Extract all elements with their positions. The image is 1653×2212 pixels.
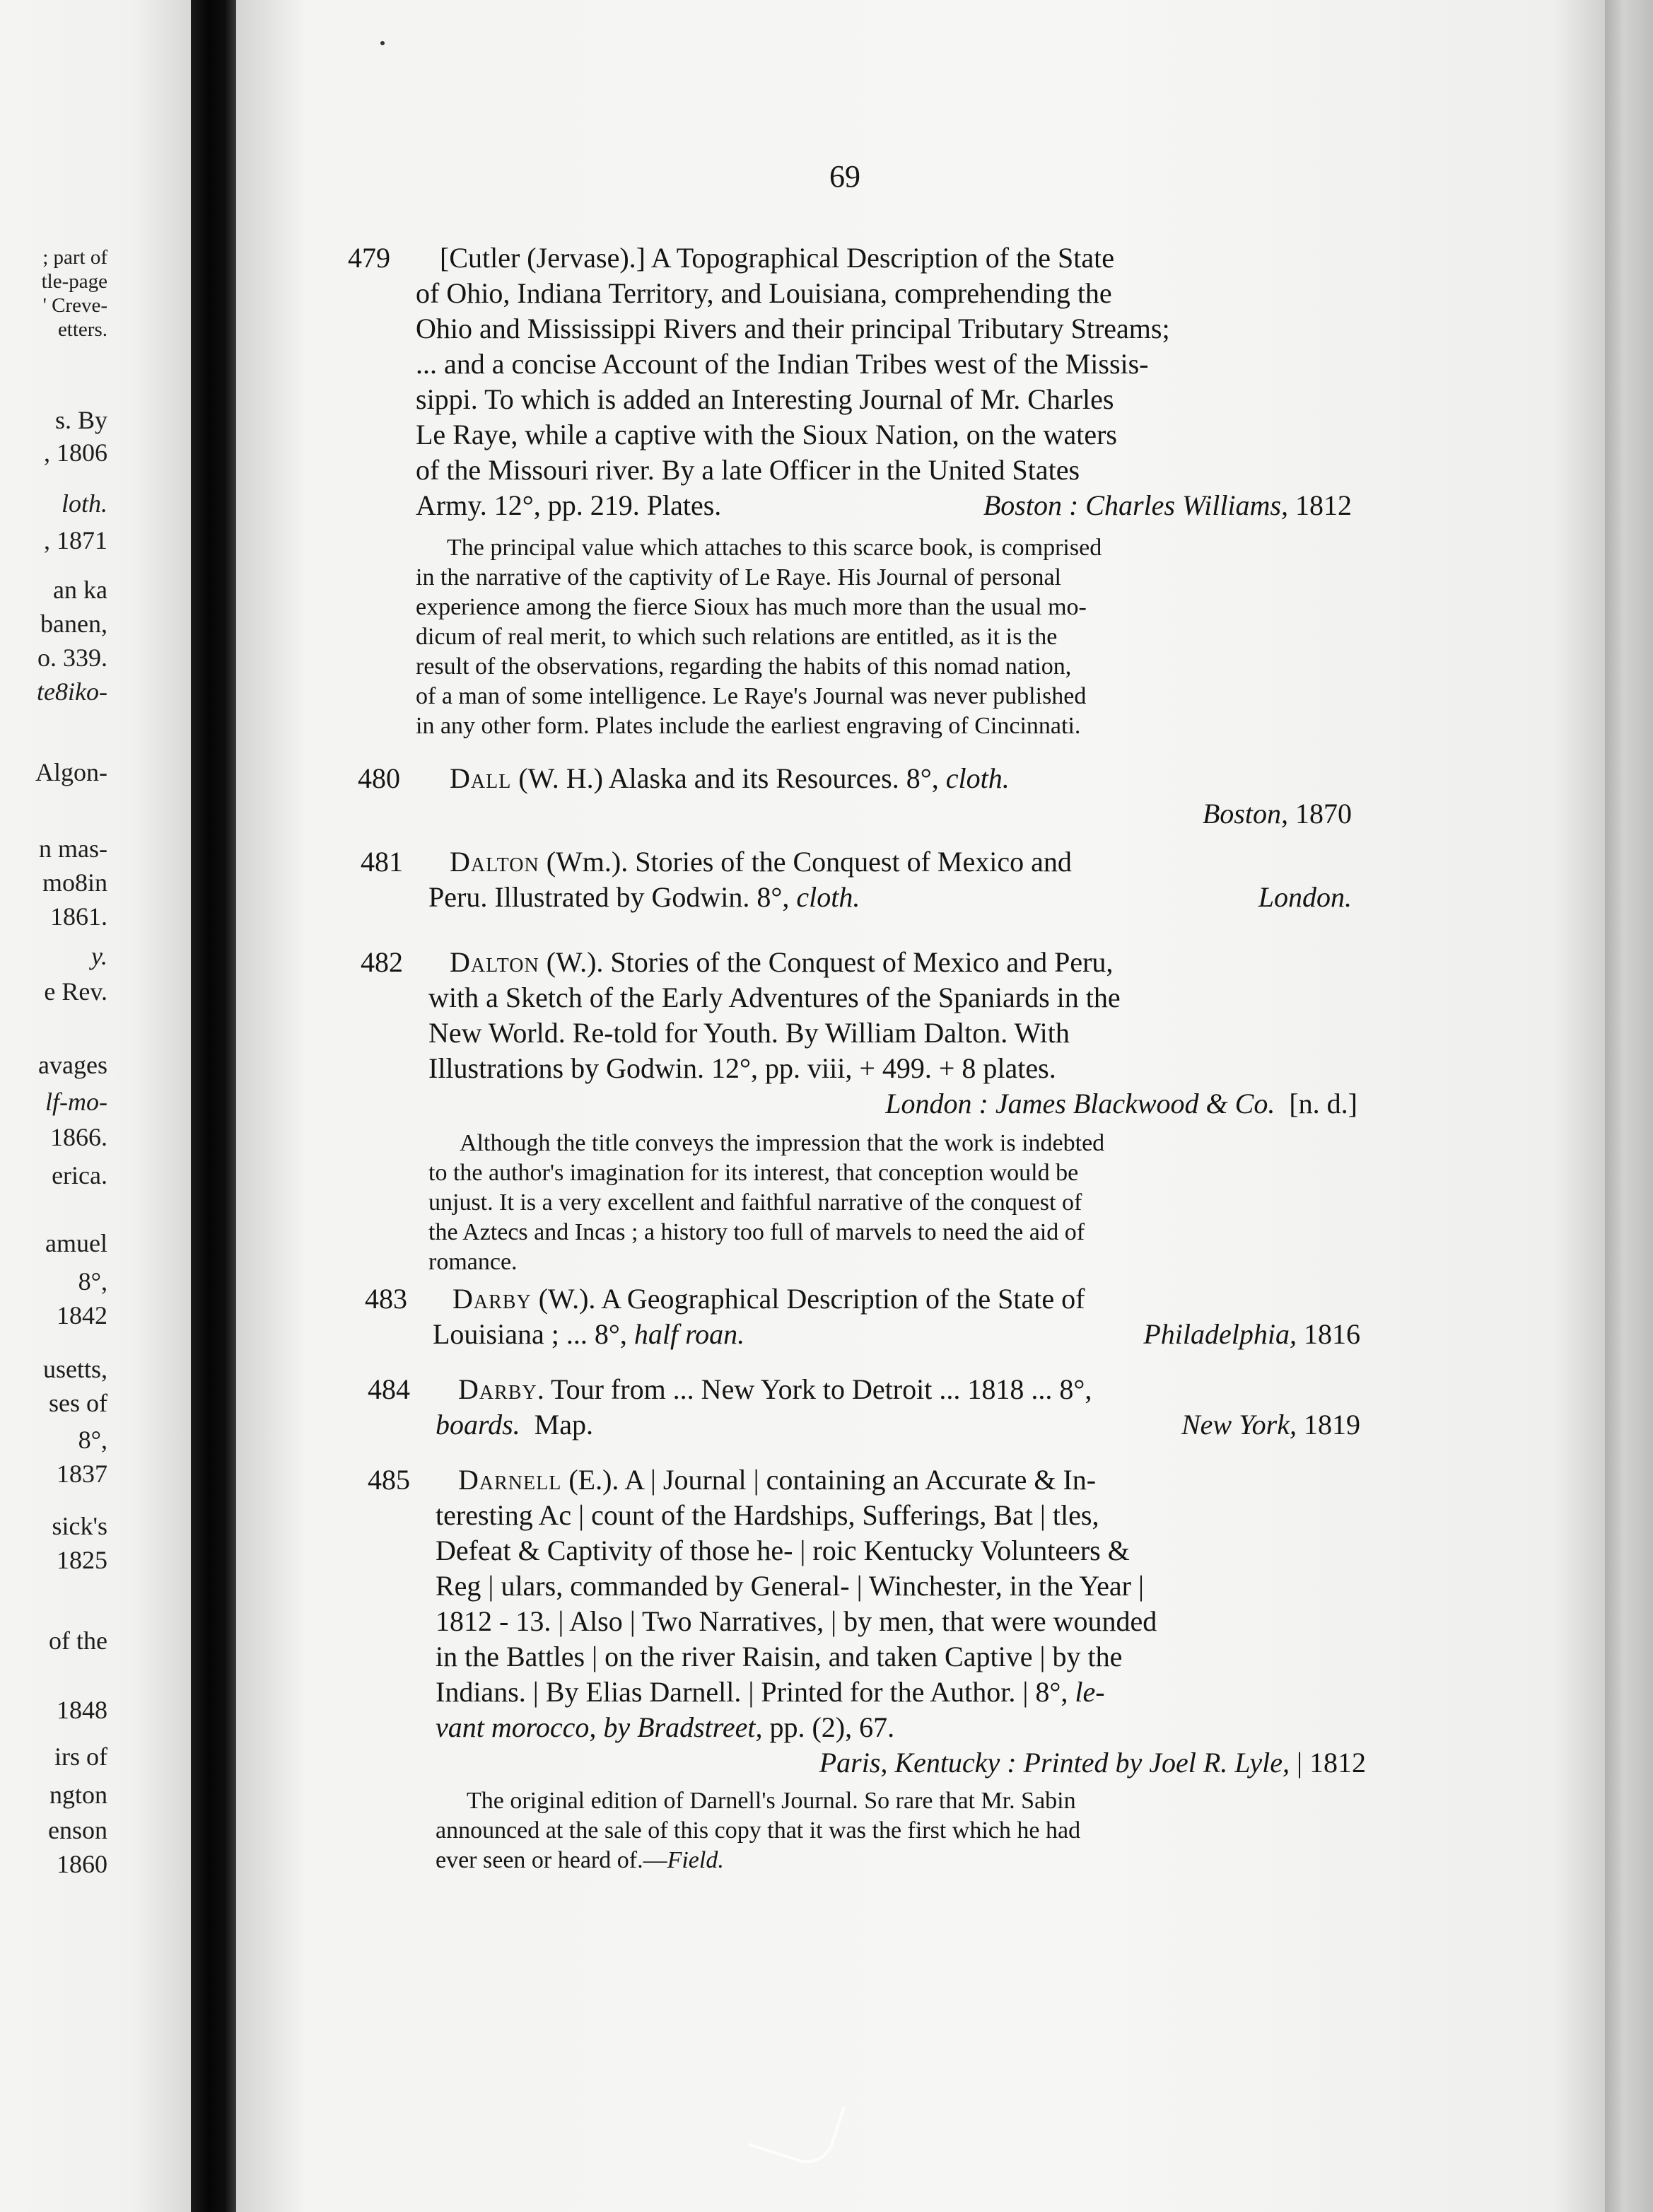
left-page-line: ses of [49,1389,107,1417]
left-page-line: tle-page [41,270,107,293]
catalog-entry-479 [348,240,1352,741]
left-page-line: , 1871 [44,526,107,554]
entry-title: (W. H.) Alaska and its Resources. 8°, [511,762,939,794]
left-page-line: irs of [54,1742,107,1771]
left-page-line: 1825 [57,1546,107,1574]
entry-line [361,1086,1357,1122]
entry-year: 1870 [1295,798,1352,830]
entry-title-line: ... and a concise Account of the Indian Tribes west of the Missis- [416,348,1149,380]
entry-note-line [348,682,1352,711]
left-page-line: enson [48,1816,107,1844]
left-page-line: ; part of [42,246,107,269]
entry-title-cont: Louisiana ; ... 8°, [433,1318,627,1350]
entry-title-line: teresting Ac | count of the Hardships, Sufferings, Bat | tles, [436,1499,1099,1531]
entry-title-cont: Peru. Illustrated by Godwin. 8°, [428,881,790,913]
entry-year: | 1812 [1296,1747,1366,1779]
entry-title: (E.). A | Journal | containing an Accurate & In- [561,1464,1097,1496]
entry-line [365,1317,1360,1352]
entry-place: Boston, [1202,798,1288,830]
entry-note-line [348,533,1352,563]
entry-note-line [361,1247,1357,1277]
left-page-line: 1837 [57,1460,107,1488]
entry-number: 482 [361,946,403,978]
entry-title-cont: Map. [534,1409,593,1440]
entry-title-line: in the Battles | on the river Raisin, and taken Captive | by the [436,1641,1123,1672]
note-text: in any other form. Plates include the earliest engraving of Cincinnati. [416,713,1081,739]
entry-note-line [368,1816,1366,1846]
left-page-line: 8°, [78,1426,107,1454]
entry-number: 480 [358,762,400,794]
note-text: to the author's imagination for its interest, that conception would be [428,1160,1079,1186]
entry-note-line [348,593,1352,622]
note-text: result of the observations, regarding the habits of this nomad nation, [416,653,1072,680]
entry-line [361,980,1357,1015]
entry-title-line: [Cutler (Jervase).] A Topographical Description of the State [440,242,1114,274]
entry-author: Dalton [450,846,539,878]
left-page-line: of the [49,1626,107,1655]
catalog-entry-481 [361,844,1352,915]
left-page-line: banen, [40,610,107,638]
entry-note-line [348,711,1352,741]
entry-line [368,1372,1360,1407]
entry-line [348,311,1352,347]
note-source: Field. [667,1847,724,1873]
page-number: 69 [829,159,860,194]
left-page-line: 1842 [57,1301,107,1329]
left-page-line: sick's [52,1512,107,1540]
entry-line [348,382,1352,417]
entry-title: (W.). Stories of the Conquest of Mexico and Peru, [539,946,1114,978]
entry-binding: boards. [436,1409,520,1440]
left-page-line: 1860 [57,1850,107,1878]
left-page-line: n mas- [39,834,107,863]
note-text: The principal value which attaches to this scarce book, is comprised [447,535,1102,561]
note-text: of a man of some intelligence. Le Raye's Journal was never published [416,683,1087,709]
entry-line [361,1015,1357,1051]
entry-year: 1812 [1295,489,1352,521]
note-text: Although the title conveys the impression that the work is indebted [460,1130,1105,1156]
entry-imprint: London : James Blackwood & Co. [885,1088,1275,1119]
entry-note-line [368,1846,1366,1875]
entry-imprint: Paris, Kentucky : Printed by Joel R. Lyle, [819,1747,1290,1779]
entry-line [368,1498,1366,1533]
entry-title-line: sippi. To which is added an Interesting Journal of Mr. Charles [416,383,1114,415]
entry-title-line: 1812 - 13. | Also | Two Narratives, | by men, that were wounded [436,1605,1157,1637]
left-page-line: etters. [57,318,107,341]
entry-line [348,347,1352,382]
left-page-line: 1848 [57,1696,107,1724]
scan-speck [380,41,385,45]
entry-author: Dalton [450,946,539,978]
note-text: the Aztecs and Incas ; a history too full of marvels to need the aid of [428,1219,1085,1245]
entry-number: 485 [368,1464,410,1496]
entry-title-line: with a Sketch of the Early Adventures of the Spaniards in the [428,982,1121,1013]
entry-title-line: Defeat & Captivity of those he- | roic Kentucky Volunteers & [436,1535,1130,1566]
entry-line [358,796,1352,832]
entry-note-line [368,1786,1366,1816]
catalog-entry-485 [368,1462,1366,1875]
entry-line [368,1675,1366,1710]
left-page-line: ngton [49,1781,107,1809]
entry-line [368,1462,1366,1498]
catalog-entry-483 [365,1281,1360,1352]
entry-author: Darby [452,1283,532,1315]
entry-author: Darby [458,1373,537,1405]
left-page-line: s. By [54,406,107,434]
entry-line [365,1281,1360,1317]
note-text: romance. [428,1249,518,1275]
left-page-line: loth. [61,489,107,518]
entry-title-line: of the Missouri river. By a late Officer in the United States [416,454,1080,486]
entry-place: London. [1258,881,1352,913]
note-text: experience among the fierce Sioux has much more than the usual mo- [416,594,1087,620]
entry-binding: cloth. [945,762,1010,794]
catalog-entry-484 [368,1372,1360,1443]
entry-note-line [361,1188,1357,1218]
entry-line [361,844,1352,880]
note-text: dicum of real merit, to which such relations are entitled, as it is the [416,624,1058,650]
entry-title: (W.). A Geographical Description of the State of [531,1283,1085,1315]
entry-line [348,276,1352,311]
entry-author: Dall [450,762,512,794]
entry-line [358,761,1352,796]
left-page-line: mo8in [42,868,107,897]
entry-title-line: Reg | ulars, commanded by General- | Winchester, in the Year | [436,1570,1145,1602]
entry-author: Darnell [458,1464,562,1496]
entry-binding: cloth. [796,881,860,913]
entry-line [368,1639,1366,1675]
entry-collation: pp. (2), 67. [769,1711,895,1743]
entry-line [361,945,1357,980]
page-edge [1605,0,1653,2212]
left-page-line: te8iko- [37,677,107,706]
left-page-line: amuel [45,1229,107,1257]
entry-place: New York, [1181,1409,1297,1440]
entry-line [368,1745,1366,1781]
left-facing-page [0,0,191,2212]
entry-line [348,453,1352,488]
entry-line [368,1568,1366,1604]
note-text: in the narrative of the captivity of Le Raye. His Journal of personal [416,564,1061,590]
entry-line [348,488,1352,523]
note-text: ever seen or heard of.— [436,1847,667,1873]
entry-binding: half roan. [633,1318,745,1350]
note-text: The original edition of Darnell's Journal. So rare that Mr. Sabin [467,1788,1076,1814]
left-page-line: , 1806 [44,438,107,467]
entry-note-line [361,1129,1357,1158]
entry-line [361,880,1352,915]
entry-number: 479 [348,242,390,274]
left-page-line: ' Creve- [42,294,107,317]
entry-title-line: New World. Re-told for Youth. By William Dalton. With [428,1017,1070,1049]
note-text: announced at the sale of this copy that it was the first which he had [436,1817,1081,1844]
catalog-entry-482 [361,945,1357,1277]
left-page-line: 1866. [50,1123,107,1151]
entry-number: 483 [365,1283,407,1315]
entry-year: 1819 [1304,1409,1360,1440]
left-page-line: lf-mo- [45,1088,107,1116]
entry-binding: vant morocco, by Bradstreet, [436,1711,763,1743]
book-gutter [191,0,236,2212]
entry-note-line [361,1158,1357,1188]
entry-line [368,1604,1366,1639]
entry-year: 1816 [1304,1318,1360,1350]
left-page-line: o. 339. [37,644,107,672]
left-page-line: an ka [53,576,107,604]
entry-note-line [348,652,1352,682]
left-page-line: avages [38,1051,107,1079]
entry-title: (Wm.). Stories of the Conquest of Mexico and [539,846,1072,878]
catalog-entry-480 [358,761,1352,832]
entry-date: [n. d.] [1289,1088,1357,1119]
entry-imprint: Boston : Charles Williams, [983,489,1288,521]
entry-number: 484 [368,1373,410,1405]
entry-line [361,1051,1357,1086]
left-page-line: y. [91,942,107,970]
entry-note-line [348,563,1352,593]
entry-line [368,1533,1366,1568]
entry-line [368,1407,1360,1443]
entry-title-line: Indians. | By Elias Darnell. | Printed for the Author. | 8°, [436,1676,1068,1708]
entry-collation: Army. 12°, pp. 219. Plates. [416,489,722,521]
entry-title-line: Le Raye, while a captive with the Sioux Nation, on the waters [416,419,1117,450]
entry-line [348,417,1352,453]
entry-line [348,240,1352,276]
left-page-line: usetts, [42,1355,107,1383]
left-page-line: erica. [52,1161,107,1189]
entry-title: . Tour from ... New York to Detroit ... 1818 ... 8°, [537,1373,1092,1405]
left-page-line: Algon- [35,758,107,786]
entry-binding: le- [1075,1676,1105,1708]
entry-line [368,1710,1366,1745]
entry-place: Philadelphia, [1143,1318,1297,1350]
entry-note-line [361,1218,1357,1247]
left-page-line: e Rev. [44,977,107,1006]
left-page-line: 8°, [78,1267,107,1296]
entry-title-line: of Ohio, Indiana Territory, and Louisiana, comprehending the [416,277,1112,309]
left-page-line: 1861. [50,902,107,931]
entry-note-line [348,622,1352,652]
entry-title-line: Illustrations by Godwin. 12°, pp. viii, + 499. + 8 plates. [428,1052,1056,1084]
entry-title-line: Ohio and Mississippi Rivers and their principal Tributary Streams; [416,313,1170,344]
note-text: unjust. It is a very excellent and faithful narrative of the conquest of [428,1189,1082,1216]
entry-number: 481 [361,846,403,878]
